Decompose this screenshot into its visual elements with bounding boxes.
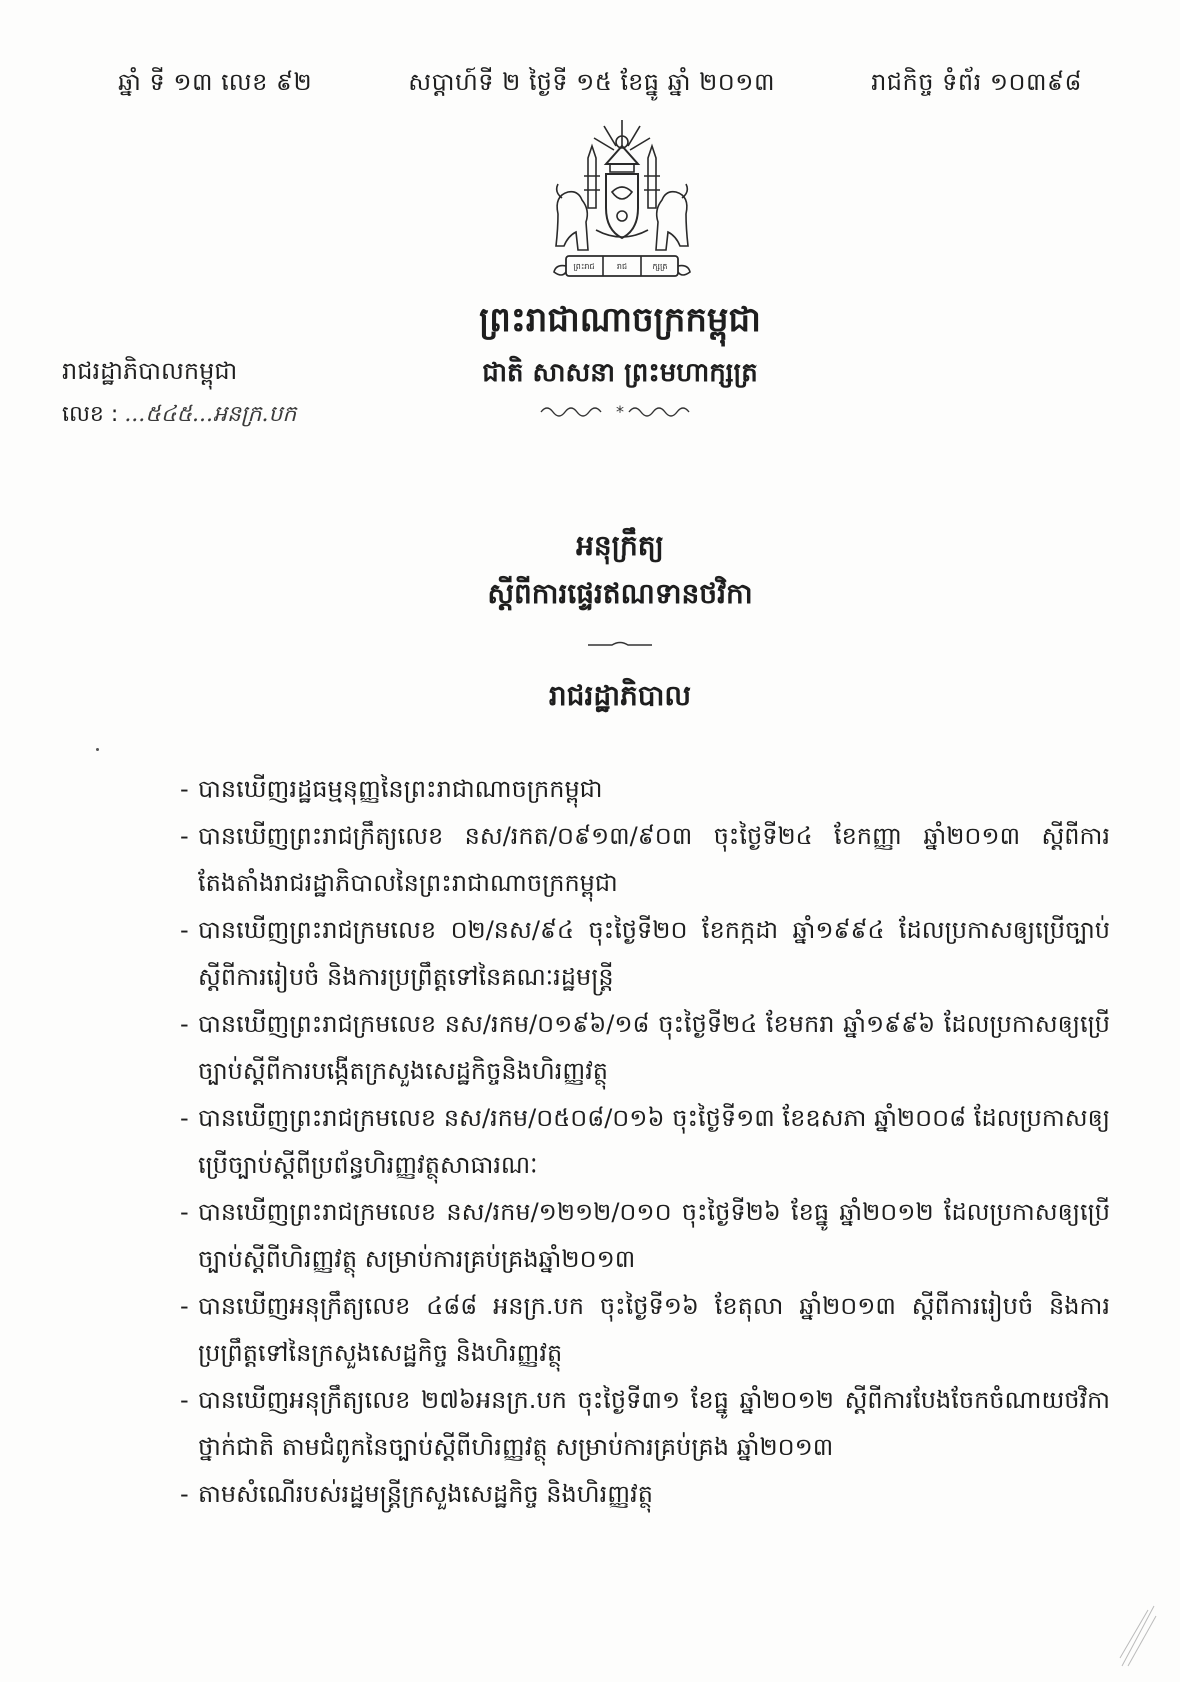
kingdom-title: ព្រះរាជាណាចក្រកម្ពុជា — [479, 300, 761, 340]
scan-mark-icon — [1118, 1600, 1158, 1670]
reference-value: ...៥៤៥...អនក្រ.បក — [124, 402, 297, 427]
document-type: អនុក្រឹត្យ — [576, 529, 664, 562]
shield — [606, 174, 638, 238]
recital-item: - បានឃើញព្រះរាជក្រមលេខ នស/រកម/១២១២/០១០ ចុះថ្ងៃទី២៦ ខែធ្នូ ឆ្នាំ២០១២ ដែលប្រកាសឲ្យប្រើច្បាប់ស្តីពីហិរញ្ញវត្ថុ សម្រាប់ការគ្រប់គ្រងឆ្នាំ២០១៣ — [180, 1189, 1110, 1283]
recital-item: - តាមសំណើរបស់រដ្ឋមន្ត្រីក្រសួងសេដ្ឋកិច្ច និងហិរញ្ញវត្ថុ — [180, 1471, 1110, 1518]
emblem-scroll-center: រាជ — [616, 262, 628, 271]
recital-item: - បានឃើញព្រះរាជក្រឹត្យលេខ នស/រកត/០៩១៣/៩០៣ ចុះថ្ងៃទី២៤ ខែកញ្ញា ឆ្នាំ២០១៣ ស្តីពីការតែងតាំងរាជរដ្ឋាភិបាលនៃព្រះរាជាណាចក្រកម្ពុជា — [180, 813, 1110, 907]
national-motto: ជាតិ សាសនា ព្រះមហាក្សត្រ — [482, 358, 758, 388]
left-lion — [556, 192, 588, 250]
svg-text:*: * — [616, 402, 624, 421]
issuing-authority: រាជរដ្ឋាភិបាលកម្ពុជា — [62, 357, 238, 385]
recital-item: - បានឃើញព្រះរាជក្រមលេខ នស/រកម/០១៩៦/១៨ ចុះថ្ងៃទី២៤ ខែមករា ឆ្នាំ១៩៩៦ ដែលប្រកាសឲ្យប្រើច្បាប់ស្តីពីការបង្កើតក្រសួងសេដ្ឋកិច្ចនិងហិរញ្ញវត្ថុ — [180, 1001, 1110, 1095]
recital-item: - បានឃើញព្រះរាជក្រមលេខ នស/រកម/០៥០៨/០១៦ ចុះថ្ងៃទី១៣ ខែឧសភា ឆ្នាំ២០០៨ ដែលប្រកាសឲ្យប្រើច្បាប់ស្តីពីប្រព័ន្ធហិរញ្ញវត្ថុសាធារណៈ — [180, 1095, 1110, 1189]
royal-arms-of-cambodia-icon — [536, 118, 708, 290]
gazette-page-number: រាជកិច្ច ទំព័រ ១០៣៩៨ — [871, 68, 1082, 96]
recital-item: - បានឃើញអនុក្រឹត្យលេខ ២៧៦អនក្រ.បក ចុះថ្ងៃទី៣១ ខែធ្នូ ឆ្នាំ២០១២ ស្តីពីការបែងចែកចំណាយថវិកាថ្នាក់ជាតិ តាមជំពូកនៃច្បាប់ស្តីពីហិរញ្ញវត្ថុ សម្រាប់ការគ្រប់គ្រង ឆ្នាំ២០១៣ — [180, 1377, 1110, 1471]
emblem-scroll-right: ក្សត្រ — [652, 262, 668, 271]
emblem-scroll-left: ព្រះរាជ — [573, 262, 595, 271]
recital-item: - បានឃើញរដ្ឋធម្មនុញ្ញនៃព្រះរាជាណាចក្រកម្ពុជា — [180, 766, 1110, 813]
right-elephant — [656, 192, 688, 250]
recitals-list — [180, 766, 1110, 1518]
scan-speck — [96, 748, 99, 751]
running-header — [118, 62, 1082, 102]
recital-item: - បានឃើញព្រះរាជក្រមលេខ ០២/នស/៩៤ ចុះថ្ងៃទី២០ ខែកក្កដា ឆ្នាំ១៩៩៤ ដែលប្រកាសឲ្យប្រើច្បាប់ ស្តីពីការរៀបចំ និងការប្រព្រឹត្តទៅនៃគណៈរដ្ឋមន្ត្រី — [180, 907, 1110, 1001]
ornament-divider-icon — [535, 400, 705, 422]
issue-date: សប្តាហ៍ទី ២ ថ្ងៃទី ១៥ ខែធ្នូ ឆ្នាំ ២០១៣ — [408, 68, 775, 96]
issue-number: ឆ្នាំ ទី ១៣ លេខ ៩២ — [118, 68, 313, 96]
title-divider-icon — [588, 640, 652, 650]
recital-item: - បានឃើញអនុក្រឹត្យលេខ ៤៨៨ អនក្រ.បក ចុះថ្ងៃទី១៦ ខែតុលា ឆ្នាំ២០១៣ ស្តីពីការរៀបចំ និងការប្រព្រឹត្តទៅនៃក្រសួងសេដ្ឋកិច្ច និងហិរញ្ញវត្ថុ — [180, 1283, 1110, 1377]
reference-number — [62, 400, 296, 432]
enacting-authority: រាជរដ្ឋាភិបាល — [548, 679, 692, 712]
reference-label: លេខ : — [62, 402, 119, 427]
document-subject: ស្តីពីការផ្ទេរឥណទានថវិកា — [487, 577, 753, 610]
